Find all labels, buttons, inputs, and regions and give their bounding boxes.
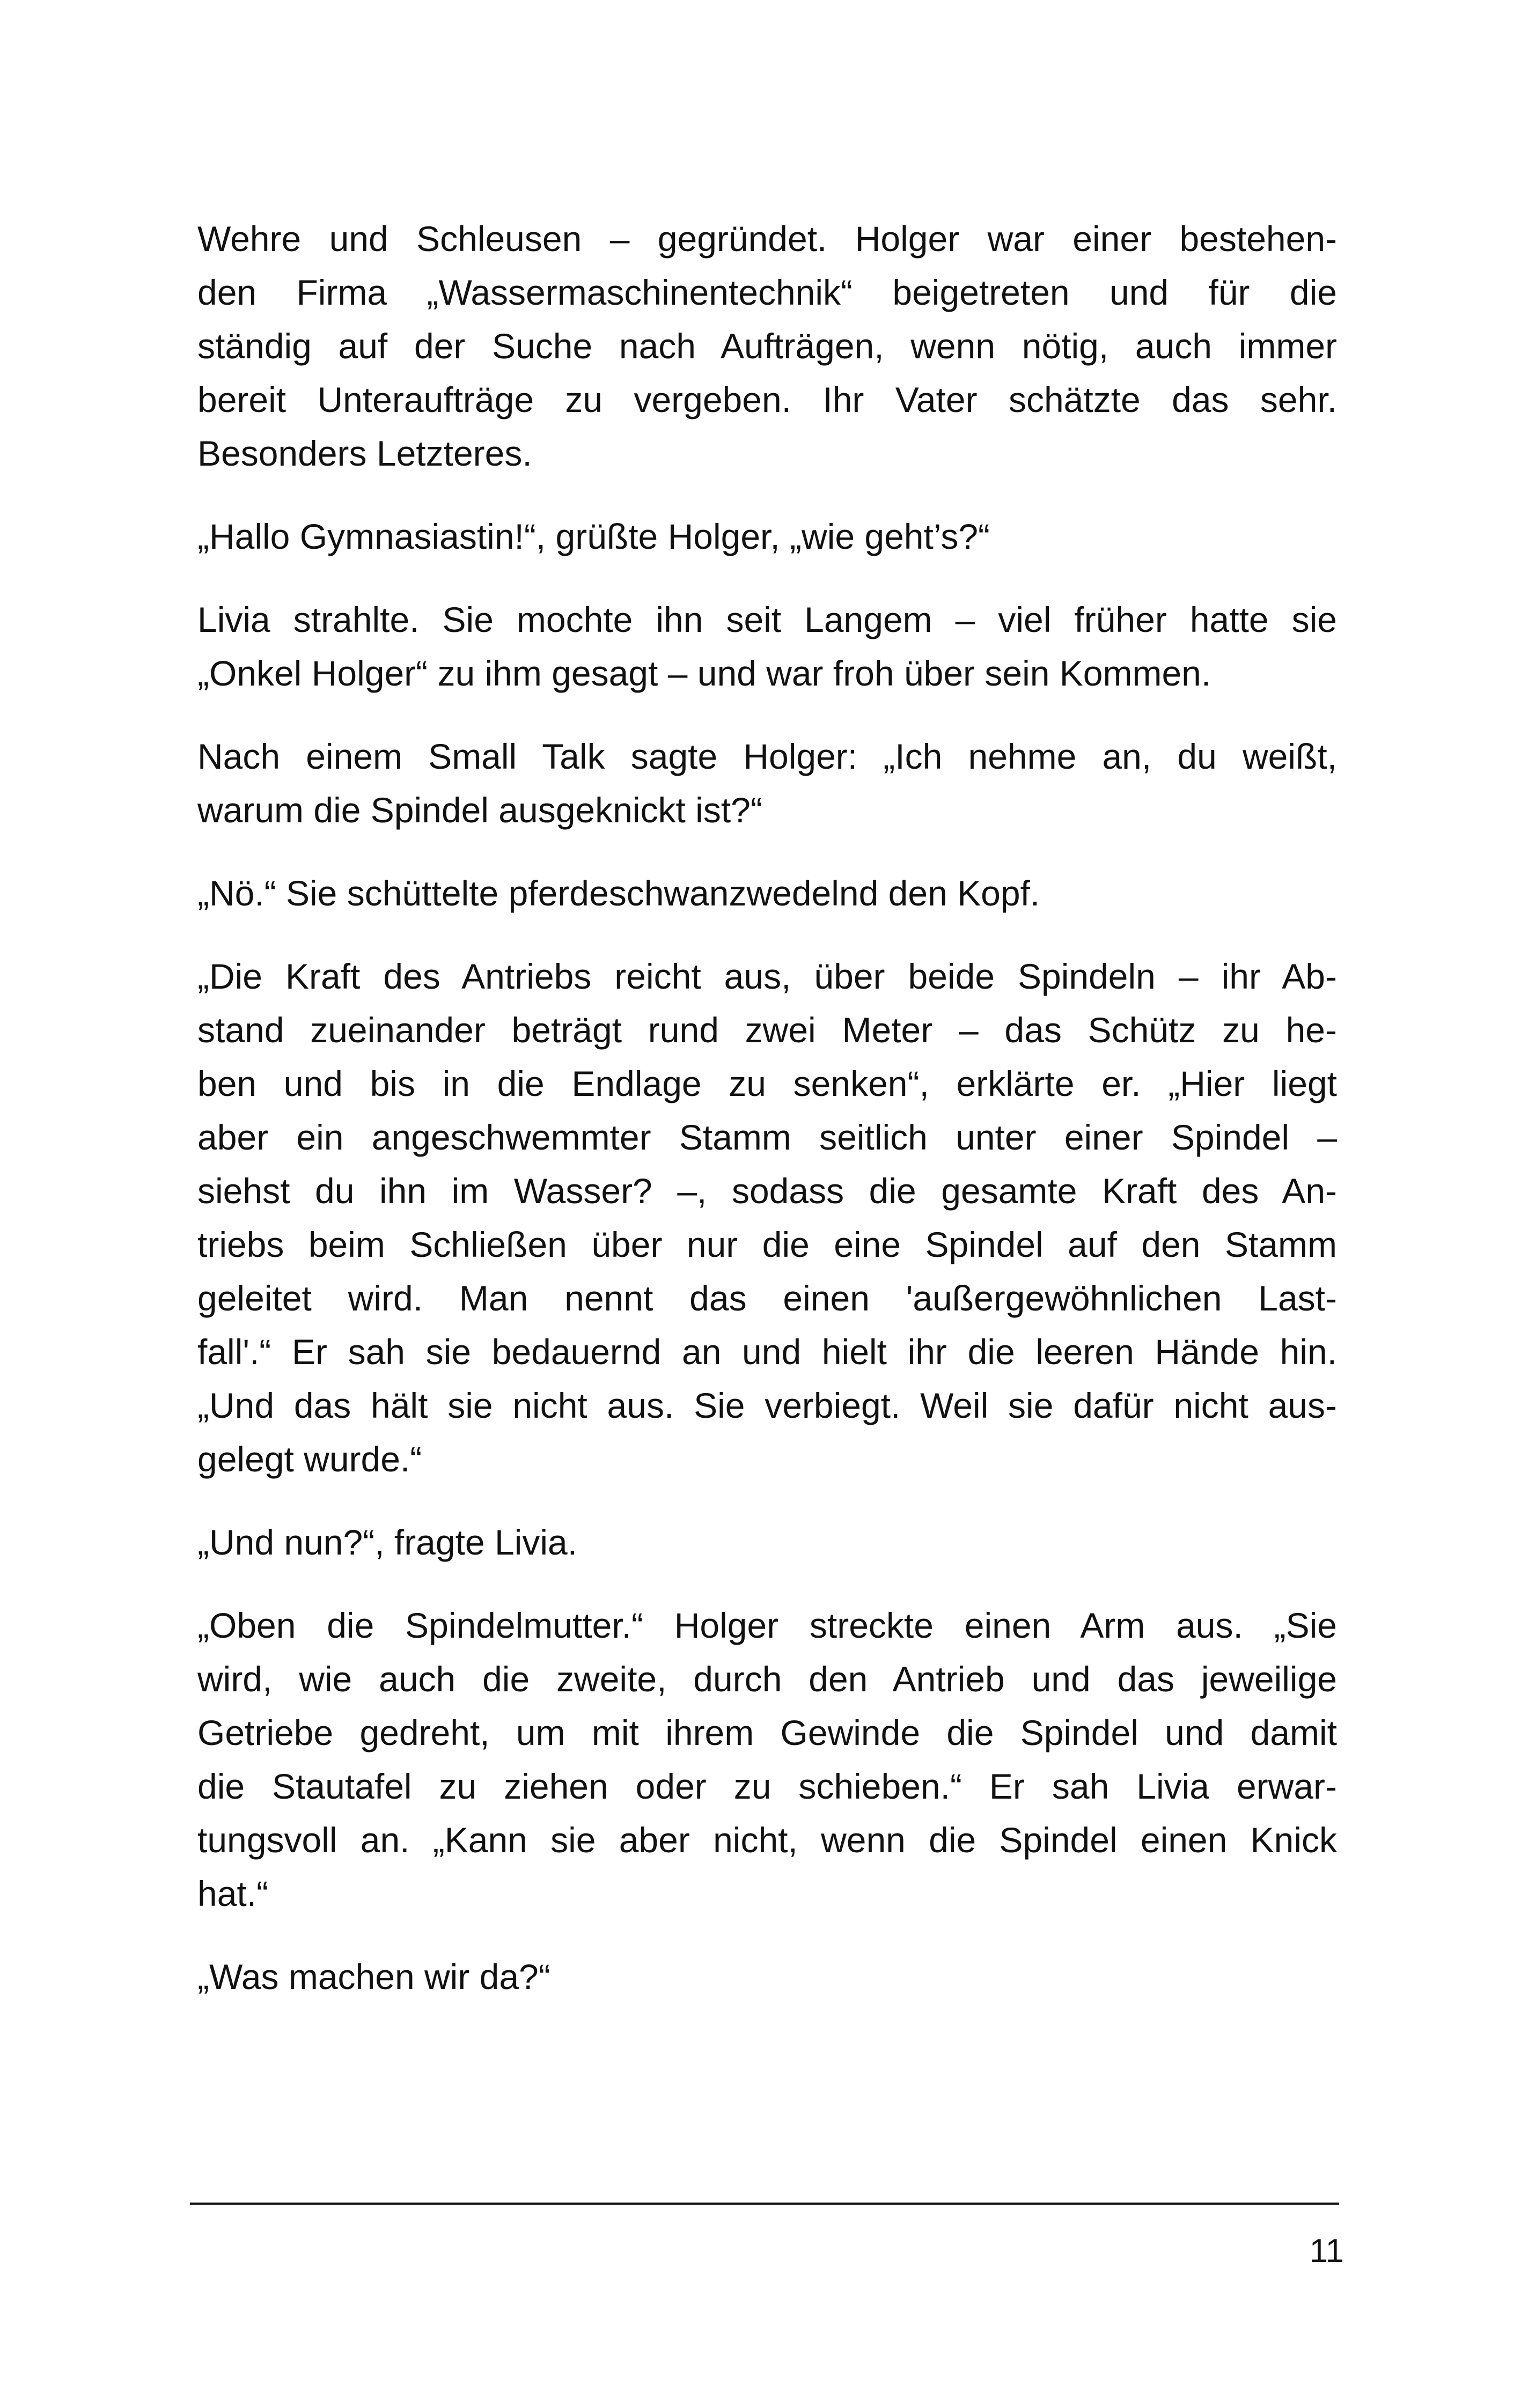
paragraph — [197, 866, 1337, 920]
text-line: geleitet wird. Man nennt das einen 'außergewöhnlichen Last- — [197, 1278, 1337, 1318]
text-line: „Nö.“ Sie schüttelte pferdeschwanzwedelnd den Kopf. — [197, 873, 1040, 913]
paragraph — [197, 730, 1337, 837]
text-line: aber ein angeschwemmter Stamm seitlich unter einer Spindel – — [197, 1117, 1337, 1157]
paragraph — [197, 1515, 1337, 1569]
text-line: hat.“ — [197, 1874, 269, 1913]
text-line: „Die Kraft des Antriebs reicht aus, über beide Spindeln – ihr Ab- — [197, 956, 1337, 996]
text-line: ben und bis in die Endlage zu senken“, erklärte er. „Hier liegt — [197, 1064, 1337, 1103]
text-line: Besonders Letzteres. — [197, 433, 532, 473]
paragraph — [197, 593, 1337, 700]
text-line: warum die Spindel ausgeknickt ist?“ — [197, 790, 762, 830]
text-line: den Firma „Wassermaschinentechnik“ beigetreten und für die — [197, 273, 1337, 312]
text-line: gelegt wurde.“ — [197, 1439, 422, 1479]
text-line: „Onkel Holger“ zu ihm gesagt – und war froh über sein Kommen. — [197, 653, 1211, 693]
text-line: fall'.“ Er sah sie bedauernd an und hielt ihr die leeren Hände hin. — [197, 1332, 1337, 1372]
text-line: „Und nun?“, fragte Livia. — [197, 1522, 578, 1562]
paragraph — [197, 949, 1337, 1486]
page-body-text — [197, 212, 1337, 2033]
paragraph — [197, 1599, 1337, 1920]
text-line: tungsvoll an. „Kann sie aber nicht, wenn die Spindel einen Knick — [197, 1820, 1337, 1860]
text-line: ständig auf der Suche nach Aufträgen, wenn nötig, auch immer — [197, 326, 1337, 366]
text-line: „Oben die Spindelmutter.“ Holger streckte einen Arm aus. „Sie — [197, 1606, 1337, 1645]
text-line: Nach einem Small Talk sagte Holger: „Ich nehme an, du weißt, — [197, 737, 1337, 776]
page-number: 11 — [1309, 2233, 1344, 2270]
paragraph — [197, 212, 1337, 480]
text-line: siehst du ihn im Wasser? –, sodass die gesamte Kraft des An- — [197, 1171, 1337, 1211]
footer-rule — [190, 2203, 1339, 2205]
text-line: „Was machen wir da?“ — [197, 1957, 550, 1997]
text-line: Wehre und Schleusen – gegründet. Holger war einer bestehen- — [197, 219, 1337, 259]
text-line: Livia strahlte. Sie mochte ihn seit Langem – viel früher hatte sie — [197, 600, 1337, 639]
text-line: wird, wie auch die zweite, durch den Antrieb und das jeweilige — [197, 1659, 1337, 1699]
text-line: triebs beim Schließen über nur die eine Spindel auf den Stamm — [197, 1225, 1337, 1264]
text-line: die Stautafel zu ziehen oder zu schieben.“ Er sah Livia erwar- — [197, 1766, 1337, 1806]
text-line: bereit Unteraufträge zu vergeben. Ihr Vater schätzte das sehr. — [197, 380, 1337, 419]
text-line: „Hallo Gymnasiastin!“, grüßte Holger, „wie geht’s?“ — [197, 517, 990, 556]
paragraph — [197, 1950, 1337, 2004]
text-line: stand zueinander beträgt rund zwei Meter – das Schütz zu he- — [197, 1010, 1337, 1050]
text-line: „Und das hält sie nicht aus. Sie verbiegt. Weil sie dafür nicht aus- — [197, 1386, 1337, 1425]
paragraph — [197, 510, 1337, 563]
text-line: Getriebe gedreht, um mit ihrem Gewinde die Spindel und damit — [197, 1713, 1337, 1752]
